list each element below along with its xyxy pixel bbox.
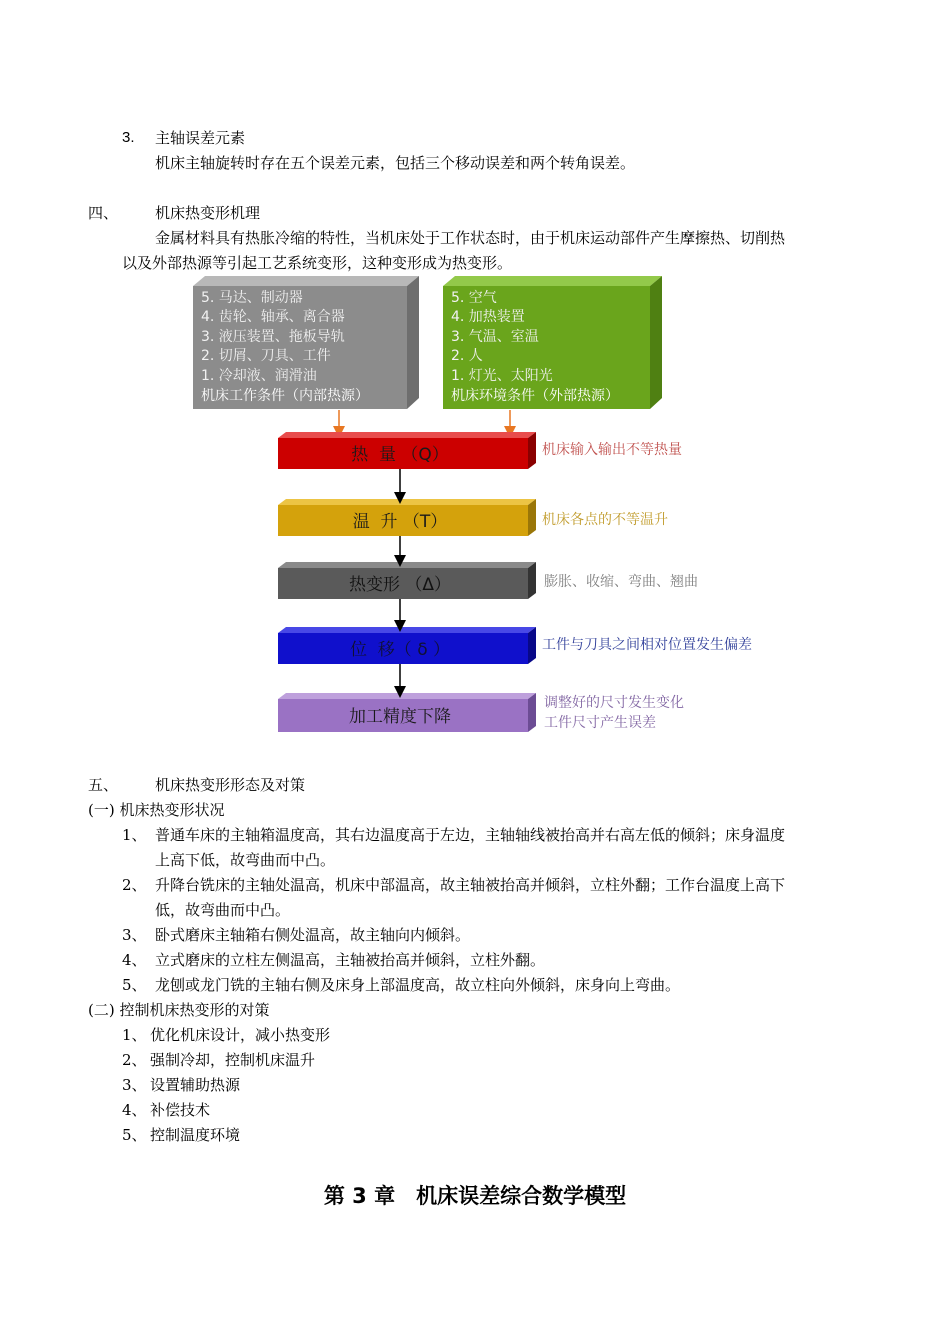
section-3-body: 机床主轴旋转时存在五个误差元素，包括三个移动误差和两个转角误差。 (155, 154, 636, 172)
sub1-item-3-line1: 卧式磨床主轴箱右侧处温高，故主轴向内倾斜。 (155, 926, 471, 944)
external-item-2: 2. 人 (451, 348, 483, 364)
stage-temp-label: 温 升 （T） (352, 512, 448, 532)
sub2-item-1-text: 优化机床设计，减小热变形 (150, 1026, 331, 1044)
sub1-item-1-line2: 上高下低，故弯曲而中凸。 (155, 851, 336, 869)
chapter-title: 第 3 章 机床误差综合数学模型 (323, 1184, 627, 1208)
stage-deform-note: 膨胀、收缩、弯曲、翘曲 (544, 574, 698, 590)
stage-precision-label: 加工精度下降 (349, 707, 451, 727)
sub1-item-1-line1: 普通车床的主轴箱温度高，其右边温度高于左边，主轴轴线被抬高并右高左低的倾斜；床身温度 (155, 826, 786, 844)
internal-item-2: 2. 切屑、刀具、工件 (201, 348, 331, 364)
section-4-para-line2: 以及外部热源等引起工艺系统变形，这种变形成为热变形。 (122, 254, 513, 272)
section-3-title: 主轴误差元素 (155, 129, 246, 147)
stage-heat-note: 机床输入输出不等热量 (542, 442, 682, 458)
stage-precision-note-1: 调整好的尺寸发生变化 (544, 695, 684, 711)
internal-box-title: 机床工作条件（内部热源） (201, 388, 369, 404)
sub2-item-4-text: 补偿技术 (150, 1101, 211, 1119)
sub1-item-2-line1: 升降台铣床的主轴处温高，机床中部温高，故主轴被抬高并倾斜，立柱外翻；工作台温度上高下 (155, 876, 786, 894)
sub2-item-4-number: 4、 (122, 1101, 147, 1119)
section-5-title: 机床热变形形态及对策 (155, 776, 306, 794)
sub1-item-4-line1: 立式磨床的立柱左侧温高，主轴被抬高并倾斜，立柱外翻。 (155, 951, 546, 969)
sub1-item-5-number: 5、 (122, 976, 147, 994)
internal-item-5: 5. 马达、制动器 (201, 290, 303, 306)
stage-temp-note: 机床各点的不等温升 (542, 512, 668, 528)
subsection-2-label: (二) 控制机床热变形的对策 (88, 1001, 270, 1019)
sub2-item-5-number: 5、 (122, 1126, 147, 1144)
external-item-4: 4. 加热装置 (451, 309, 525, 325)
subsection-1-label: (一) 机床热变形状况 (88, 801, 225, 819)
external-item-3: 3. 气温、室温 (451, 329, 539, 345)
stage-precision-note-2: 工件尺寸产生误差 (544, 715, 656, 731)
sub2-item-2-text: 强制冷却，控制机床温升 (150, 1051, 316, 1069)
sub2-item-1-number: 1、 (122, 1026, 147, 1044)
sub2-item-3-number: 3、 (122, 1076, 147, 1094)
stage-deform-label: 热变形 （Δ） (348, 575, 452, 595)
internal-item-3: 3. 液压装置、拖板导轨 (201, 329, 345, 345)
stage-displacement-note: 工件与刀具之间相对位置发生偏差 (542, 637, 752, 653)
stage-displacement-label: 位 移（ δ ） (349, 640, 451, 660)
section-4-title: 机床热变形机理 (155, 204, 261, 222)
internal-item-1: 1. 冷却液、润滑油 (201, 368, 317, 384)
section-4-number: 四、 (88, 204, 119, 222)
sub1-item-4-number: 4、 (122, 951, 147, 969)
stage-heat-label: 热 量 （Q） (351, 445, 449, 465)
sub1-item-3-number: 3、 (122, 926, 147, 944)
section-4-para-line1: 金属材料具有热胀冷缩的特性，当机床处于工作状态时，由于机床运动部件产生摩擦热、切削热 (155, 229, 786, 247)
sub1-item-2-line2: 低，故弯曲而中凸。 (155, 901, 291, 919)
external-item-1: 1. 灯光、太阳光 (451, 368, 553, 384)
sub1-item-1-number: 1、 (122, 826, 147, 844)
external-item-5: 5. 空气 (451, 290, 497, 306)
internal-item-4: 4. 齿轮、轴承、离合器 (201, 309, 345, 325)
sub1-item-5-line1: 龙刨或龙门铣的主轴右侧及床身上部温度高，故立柱向外倾斜，床身向上弯曲。 (155, 976, 681, 994)
sub2-item-2-number: 2、 (122, 1051, 147, 1069)
sub2-item-3-text: 设置辅助热源 (150, 1076, 241, 1094)
external-box-title: 机床环境条件（外部热源） (451, 388, 619, 404)
sub2-item-5-text: 控制温度环境 (150, 1126, 241, 1144)
section-3-number: 3. (122, 129, 135, 146)
section-5-number: 五、 (88, 776, 119, 794)
sub1-item-2-number: 2、 (122, 876, 147, 894)
